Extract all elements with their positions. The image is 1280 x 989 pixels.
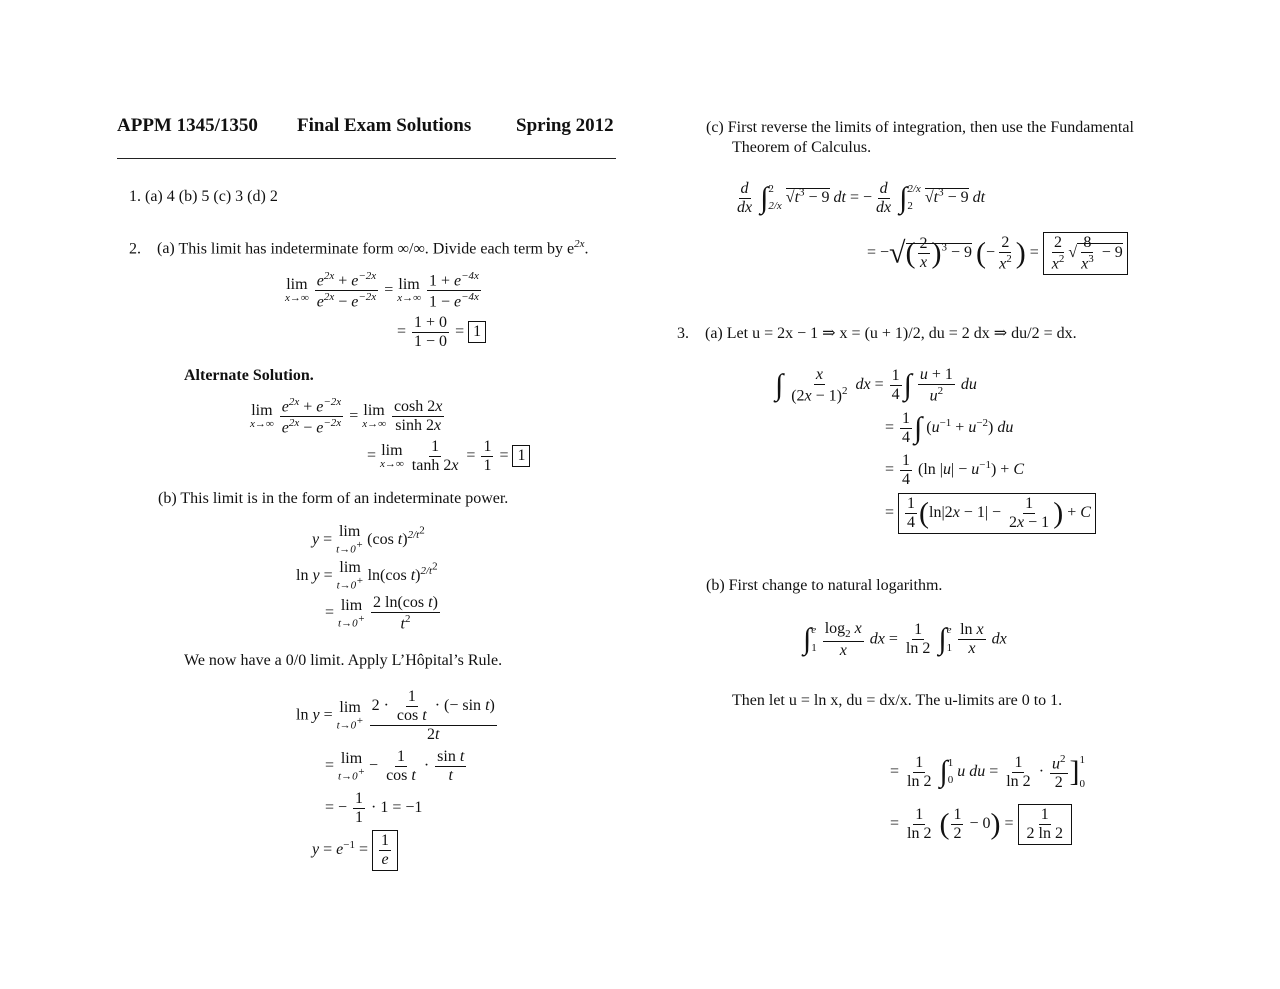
part-label: (b) xyxy=(706,577,725,594)
part-label: (c) xyxy=(706,119,724,136)
answer-box: $\frac{2}{x^2}$ √ $\frac{8}{x^3}$ − 9 xyxy=(1043,232,1128,275)
equation-3a-line2: = $\frac{1}{4}$ ∫ $(u^{-1} + u^{-2})$ du xyxy=(885,410,1014,446)
equation-2b-line2: ln y = lim t→0+ ln(cos t)$^{2/t^2}$ xyxy=(296,559,438,593)
equation-2a-line2: = $\frac{1 + 0}{1 - 0}$ = 1 xyxy=(397,314,486,351)
equation-2a-line1: lim x→∞ $\frac{e^{2x} + e^{-2x}}{e^{2x} - e^{-2x}}$ = lim x→∞ $\frac{1 + e^{-4x}}{1 - e^{-4x}}$ xyxy=(285,270,479,311)
equation-2b-line1: y = lim t→0+ (cos t)$^{2/t^2}$ xyxy=(312,523,425,557)
equation-2c-line1: $\frac{d}{dx}$ ∫ 2 2/x $√t^3 - 9$ dt = − $\frac{d}{dx}$ ∫ 2/x 2 $√t^3 - 9$ dt xyxy=(737,180,986,216)
equation-2alt-line1: lim x→∞ $\frac{e^{2x} + e^{-2x}}{e^{2x} - e^{-2x}}$ = lim x→∞ $\frac{\cosh 2x}{\sinh 2x}$ xyxy=(250,396,443,437)
equation-3a-line1: ∫ $\frac{x}{(2x - 1)^2}$ dx = $\frac{1}{4}$ ∫ $\frac{u + 1}{u^2}$ du xyxy=(775,366,977,405)
equation-2b-line5: = lim t→0+ − $\frac{1}{\text{cos t}}$ · $\frac{\text{sin t}}{t}$ xyxy=(325,748,465,784)
problem-2a-text: 2. (a) This limit has indeterminate form ∞/∞. Divide each term by $e^{2x}$. xyxy=(129,238,589,258)
part-label: (a) xyxy=(705,325,723,342)
term: Spring 2012 xyxy=(516,115,614,136)
part-text: Let u = 2x − 1 ⇒ x = (u + 1)/2, du = 2 dx ⇒ du/2 = dx. xyxy=(726,325,1077,342)
problem-3b-text xyxy=(706,577,942,595)
equation-3b-line1: ∫ e 1 $\frac{\log_2 x}{x}$ dx = $\frac{1}{\ln 2}$ ∫ e 1 $\frac{\text{ln x}}{x}$ dx xyxy=(803,620,1007,659)
problem-1-number: 1. xyxy=(129,188,141,205)
equation-3b-line3: = $\frac{1}{\ln 2}$ ( $\frac{1}{2}$ − 0) = $\frac{1}{2 \ln 2}$ xyxy=(890,804,1072,845)
part-text: This limit has indeterminate form ∞/∞. Divide each term by e xyxy=(178,240,575,258)
equation-3a-line4: = $\frac{1}{4}$ (ln|2x − 1| − $\frac{1}{2x - 1}$ ) + C xyxy=(885,493,1096,534)
answer-box: $\frac{1}{e}$ xyxy=(372,830,398,871)
equation-2b-line7: $y = e^{-1}$ = $\frac{1}{e}$ xyxy=(312,830,398,871)
answer-box: $\frac{1}{4}$ (ln|2x − 1| − $\frac{1}{2x - 1}$ ) + C xyxy=(898,493,1096,534)
lhopital-text: We now have a 0/0 limit. Apply L’Hôpital’s Rule. xyxy=(184,652,503,669)
part-text: First reverse the limits of integration, then use the Fundamental xyxy=(727,119,1134,136)
problem-3a-text xyxy=(677,323,1077,343)
equation-2c-line2: = −√( $\frac{2}{x}$ )$^3$ − 9 (− $\frac{2}{x^2}$ ) = $\frac{2}{x^2}$ √ $\frac{8}{x^3}$ − 9 xyxy=(867,232,1128,275)
answer-box: 1 xyxy=(468,321,486,343)
header-rule xyxy=(117,158,616,159)
alternate-solution-heading: Alternate Solution. xyxy=(184,367,314,384)
equation-3a-line3: = $\frac{1}{4}$ (ln $|u| - u^{-1}) + C$ xyxy=(885,452,1024,488)
answer-box: 1 xyxy=(512,445,530,467)
problem-1 xyxy=(129,188,278,206)
answer-box: $\frac{1}{2 \ln 2}$ xyxy=(1018,804,1072,845)
problem-3-number: 3. xyxy=(677,325,689,342)
equation-2b-line4: ln y = lim t→0+ 2 · $\frac{1}{\text{cos t}}$ · (− sin t) 2t xyxy=(296,688,495,743)
equation-2b-line6: = − $\frac{1}{1}$ · 1 = −1 xyxy=(325,790,423,826)
part-label: (a) xyxy=(157,240,175,258)
part-label: (b) xyxy=(158,490,177,507)
equation-2b-line3: = lim t→0+ $\frac{\text{2 ln(cos t)}}{t^2}$ xyxy=(325,594,438,633)
problem-2b-text xyxy=(158,490,508,508)
problem-2-number: 2. xyxy=(129,240,141,258)
problem-2c-text xyxy=(706,119,1134,137)
then-let-text: Then let u = ln x, du = dx/x. The u-limits are 0 to 1. xyxy=(732,692,1063,709)
course-code: APPM 1345/1350 xyxy=(117,115,258,136)
part-text: This limit is in the form of an indeterminate power. xyxy=(180,490,509,507)
part-text: First change to natural logarithm. xyxy=(728,577,943,594)
equation-2alt-line2: = lim x→∞ $\frac{1}{\tanh 2x}$ = $\frac{1}{1}$ = 1 xyxy=(367,438,530,475)
equation-3b-line2: = $\frac{1}{\ln 2}$ ∫ 1 0 u du = $\frac{1}{\ln 2}$ · $\frac{u^2}{2}$ ] 1 0 xyxy=(890,752,1086,791)
problem-1-answers: (a) 4 (b) 5 (c) 3 (d) 2 xyxy=(145,188,278,205)
doc-title: Final Exam Solutions xyxy=(297,115,472,136)
problem-2c-text-line2: Theorem of Calculus. xyxy=(732,139,872,156)
